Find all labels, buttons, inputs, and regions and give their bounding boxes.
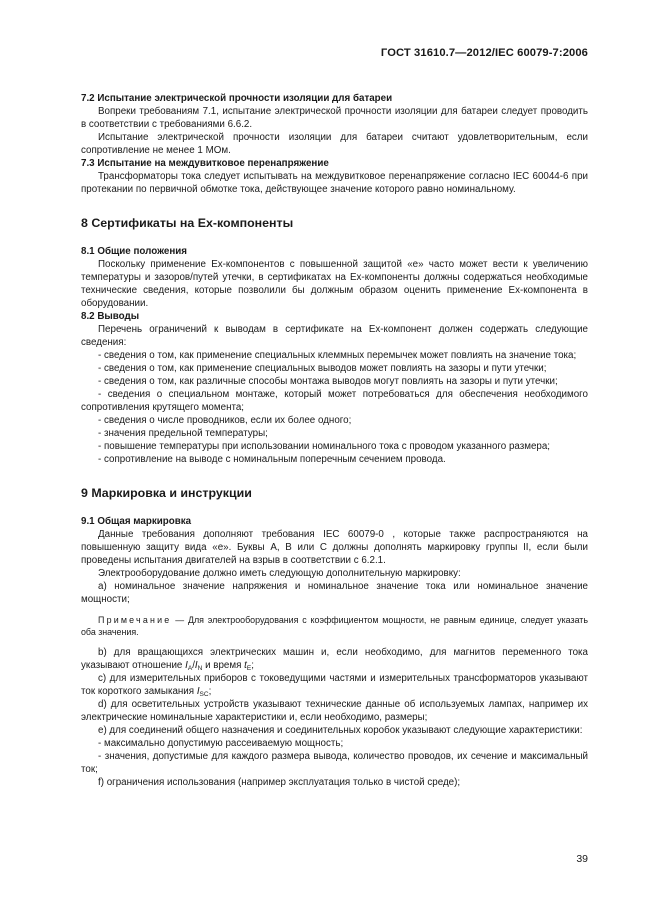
paragraph: Трансформаторы тока следует испытывать на междувитковое перенапряжение согласно IEC 60044-6 при протекании по первичной обмотке тока, действующее значение которого равно номинальному. (81, 171, 588, 195)
list-item: c) для измерительных приборов с токоведущими частями и измерительных трансформаторов указывают ток короткого замыкания $I_{SC}$; (81, 673, 588, 698)
subsection-8-2-heading: 8.2 Выводы (81, 311, 140, 322)
math-subscript: N (197, 665, 203, 672)
list-item: - максимально допустимую рассеиваемую мощность; (98, 738, 344, 749)
list-item: - сведения о том, как применение специальных выводов может повлиять на зазоры и пути утечки; (98, 363, 547, 374)
paragraph: Данные требования дополняют требования IEC 60079-0 , которые также распространяются на повышенную защиту вида «е». Буквы А, В или С должны дополнять маркировку группы II, если были проведены испытания двигателей на взрыв в соответствии с 6.2.1. (81, 529, 588, 566)
section-9-heading: 9 Маркировка и инструкции (81, 486, 252, 500)
math-var: t (244, 660, 247, 671)
list-item: f) ограничения использования (например эксплуатация только в чистой среде); (98, 777, 461, 788)
list-item: d) для осветительных устройств указывают технические данные об используемых лампах, например их электрические номинальные характеристики и, если необходимо, размеры; (81, 699, 588, 723)
paragraph: Поскольку применение Ex-компонентов с повышенной защитой «е» часто может вести к увеличению температуры и зазоров/путей утечки, в сертификатах на Ex-компоненты должны содержаться необходимые технические сведения, которые позволили бы должным образом оценить применение Ex-компонента в оборудовании. (81, 259, 588, 309)
subsection-7-3-heading: 7.3 Испытание на междувитковое перенапряжение (81, 158, 329, 169)
math-var: I (196, 686, 200, 697)
list-item: e) для соединений общего назначения и соединительных коробок указывают следующие характеристики: (98, 725, 583, 736)
page-content (81, 92, 588, 789)
math-subscript: A (187, 665, 193, 672)
math-var: I (185, 660, 188, 671)
section-8-heading: 8 Сертификаты на Ex-компоненты (81, 216, 294, 230)
list-item: - сопротивление на выводе с номинальным поперечным сечением провода. (98, 454, 446, 465)
math-var: I (194, 660, 198, 671)
paragraph: Вопреки требованиям 7.1, испытание электрической прочности изоляции для батареи следует проводить в соответствии с требованиями 6.6.2. (81, 106, 588, 130)
math-subscript: E (246, 665, 252, 672)
list-item: - сведения о числе проводников, если их более одного; (98, 415, 352, 426)
list-item: b) для вращающихся электрических машин и, если необходимо, для магнитов переменного тока указывают отношение $I_A/I_N$ и время $t_E$; (81, 647, 588, 672)
note-label: Примечание (98, 615, 172, 625)
note (81, 614, 588, 638)
subsection-9-1-heading: 9.1 Общая маркировка (81, 516, 192, 527)
paragraph: Электрооборудование должно иметь следующую дополнительную маркировку: (98, 568, 461, 579)
subsection-8-1-heading: 8.1 Общие положения (81, 246, 188, 257)
standard-header: ГОСТ 31610.7—2012/IEC 60079-7:2006 (380, 47, 588, 59)
list-item: - сведения о том, как применение специальных клеммных перемычек может повлиять на значение тока; (98, 350, 577, 361)
note-text: — Для электрооборудования с коэффициентом мощности, не равным единице, следует указать оба значения. (81, 615, 588, 637)
paragraph: Перечень ограничений к выводам в сертификате на Ex-компонент должен содержать следующие сведения: (81, 324, 588, 348)
list-item: - повышение температуры при использовании номинального тока с проводом указанного размера; (98, 441, 551, 452)
list-item: - значения, допустимые для каждого размера вывода, количество проводов, их сечение и максимальный ток; (81, 751, 588, 775)
math-subscript: SC (199, 691, 209, 698)
list-item: - значения предельной температуры; (98, 428, 268, 439)
list-item: - сведения о том, как различные способы монтажа выводов могут повлиять на зазоры и пути утечки; (98, 376, 558, 387)
list-item: - сведения о специальном монтаже, который может потребоваться для обеспечения необходимого сопротивления крутящего момента; (81, 389, 588, 413)
subsection-7-2-heading: 7.2 Испытание электрической прочности изоляции для батареи (81, 93, 393, 104)
list-item: a) номинальное значение напряжения и номинальное значение тока или номинальное значение мощности; (81, 581, 588, 605)
paragraph: Испытание электрической прочности изоляции для батареи считают удовлетворительным, если сопротивление не менее 1 МОм. (81, 132, 588, 156)
page-number: 39 (576, 853, 588, 865)
